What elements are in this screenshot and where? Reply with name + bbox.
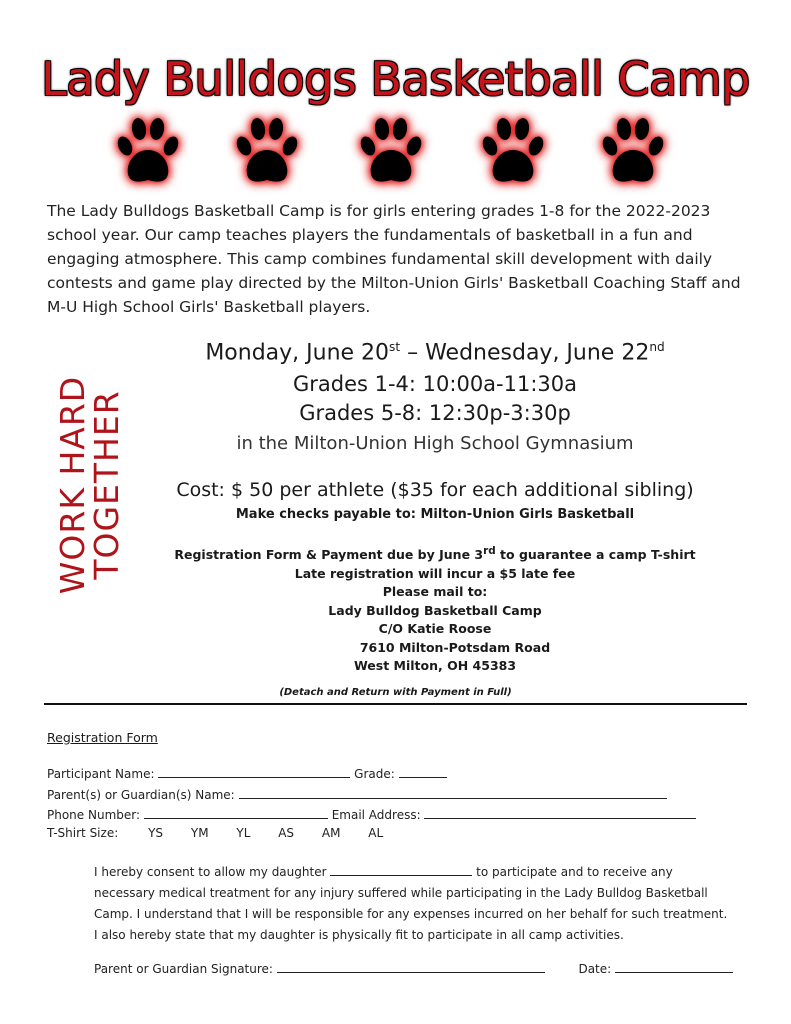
work-hard-together-text (53, 360, 126, 610)
registration-form-title: Registration Form (47, 730, 158, 745)
shirt-size-as[interactable]: AS (278, 826, 295, 840)
venue: in the Milton-Union High School Gymnasium (236, 433, 634, 454)
late-fee: Late registration will incur a $5 late fee (294, 565, 576, 581)
shirt-size-am[interactable]: AM (321, 826, 341, 840)
intro-paragraph: The Lady Bulldogs Basketball Camp is for girls entering grades 1-8 for the 2022-2023 school year. Our camp teaches players the fundamentals of basketball in a fun and engaging atmosphere. This camp combines fundamental skill development with daily contests and game play directed by the Milton-Union Girls' Basketball Coaching Staff and M-U High School Girls' Basketball players. (47, 202, 741, 316)
address-line-3: 7610 Milton-Potsdam Road (359, 639, 551, 655)
side-text-line1: WORK HARD (53, 375, 92, 595)
paw-print-icon (593, 112, 673, 192)
detach-divider (44, 703, 747, 705)
signature-label: Parent or Guardian Signature: (94, 962, 273, 976)
grades-5-8-time: Grades 5-8: 12:30p-3:30p (299, 401, 571, 425)
email-label: Email Address: (331, 808, 421, 822)
shirt-size-yl[interactable]: YL (236, 826, 251, 840)
parent-label: Parent(s) or Guardian(s) Name: (47, 788, 235, 802)
shirt-size-ym[interactable]: YM (190, 826, 209, 840)
participant-name-field[interactable] (158, 765, 350, 778)
consent-paragraph (94, 862, 734, 946)
registration-info (160, 542, 710, 676)
due-post: to guarantee a camp T-shirt (495, 547, 696, 563)
shirt-size-ys[interactable]: YS (148, 826, 164, 840)
detach-note: (Detach and Return with Payment in Full) (279, 687, 512, 698)
due-suffix: rd (483, 545, 496, 557)
signature-field[interactable] (277, 960, 545, 973)
parent-row (47, 786, 667, 802)
phone-field[interactable] (144, 806, 328, 819)
shirt-size-al[interactable]: AL (368, 826, 384, 840)
participant-row (47, 765, 447, 781)
paw-print-icon (108, 112, 188, 192)
shirt-size-row (47, 826, 407, 840)
phone-label: Phone Number: (47, 808, 141, 822)
camp-dates (160, 340, 710, 365)
phone-email-row (47, 806, 696, 822)
side-text-line2: TOGETHER (87, 390, 126, 580)
paw-print-icon (473, 112, 553, 192)
paw-print-icon (351, 112, 431, 192)
paw-print-icon (227, 112, 307, 192)
consent-pre: I hereby consent to allow my daughter (94, 865, 327, 879)
signature-row (94, 960, 733, 976)
date-label: Date: (578, 962, 612, 976)
address-line-2: C/O Katie Roose (378, 621, 492, 637)
dates-mid: – Wednesday, June 22 (400, 340, 650, 366)
mail-to: Please mail to: (382, 584, 488, 600)
grades-1-4-time: Grades 1-4: 10:00a-11:30a (292, 372, 578, 396)
email-field[interactable] (424, 806, 696, 819)
cost-text: Cost: $ 50 per athlete ($35 for each additional sibling) (176, 479, 694, 501)
registration-due (160, 542, 710, 565)
shirt-size-label: T-Shirt Size: (47, 826, 119, 840)
dates-end-suffix: nd (649, 340, 665, 354)
dates-start-suffix: st (389, 340, 401, 354)
date-field[interactable] (615, 960, 733, 973)
dates-start: Monday, June 20 (205, 340, 390, 366)
parent-name-field[interactable] (239, 786, 667, 799)
due-pre: Registration Form & Payment due by June 3 (174, 547, 484, 563)
checks-payable-text: Make checks payable to: Milton-Union Girls Basketball (235, 507, 635, 522)
camp-title: Lady Bulldogs Basketball Camp (41, 52, 750, 106)
grade-label: Grade: (354, 767, 395, 781)
address-line-1: Lady Bulldog Basketball Camp (328, 602, 542, 618)
consent-post: to participate and to receive any necessary medical treatment for any injury suffered while participating in the Lady Bulldog Basketball Camp. I understand that I will be responsible for any expenses incurred on her behalf for such treatment. I also hereby state that my daughter is physically fit to participate in all camp activities. (94, 865, 728, 942)
paw-row (0, 112, 791, 192)
grade-field[interactable] (399, 765, 447, 778)
address-line-4: West Milton, OH 45383 (353, 658, 517, 674)
participant-label: Participant Name: (47, 767, 155, 781)
daughter-name-field[interactable] (330, 863, 472, 876)
